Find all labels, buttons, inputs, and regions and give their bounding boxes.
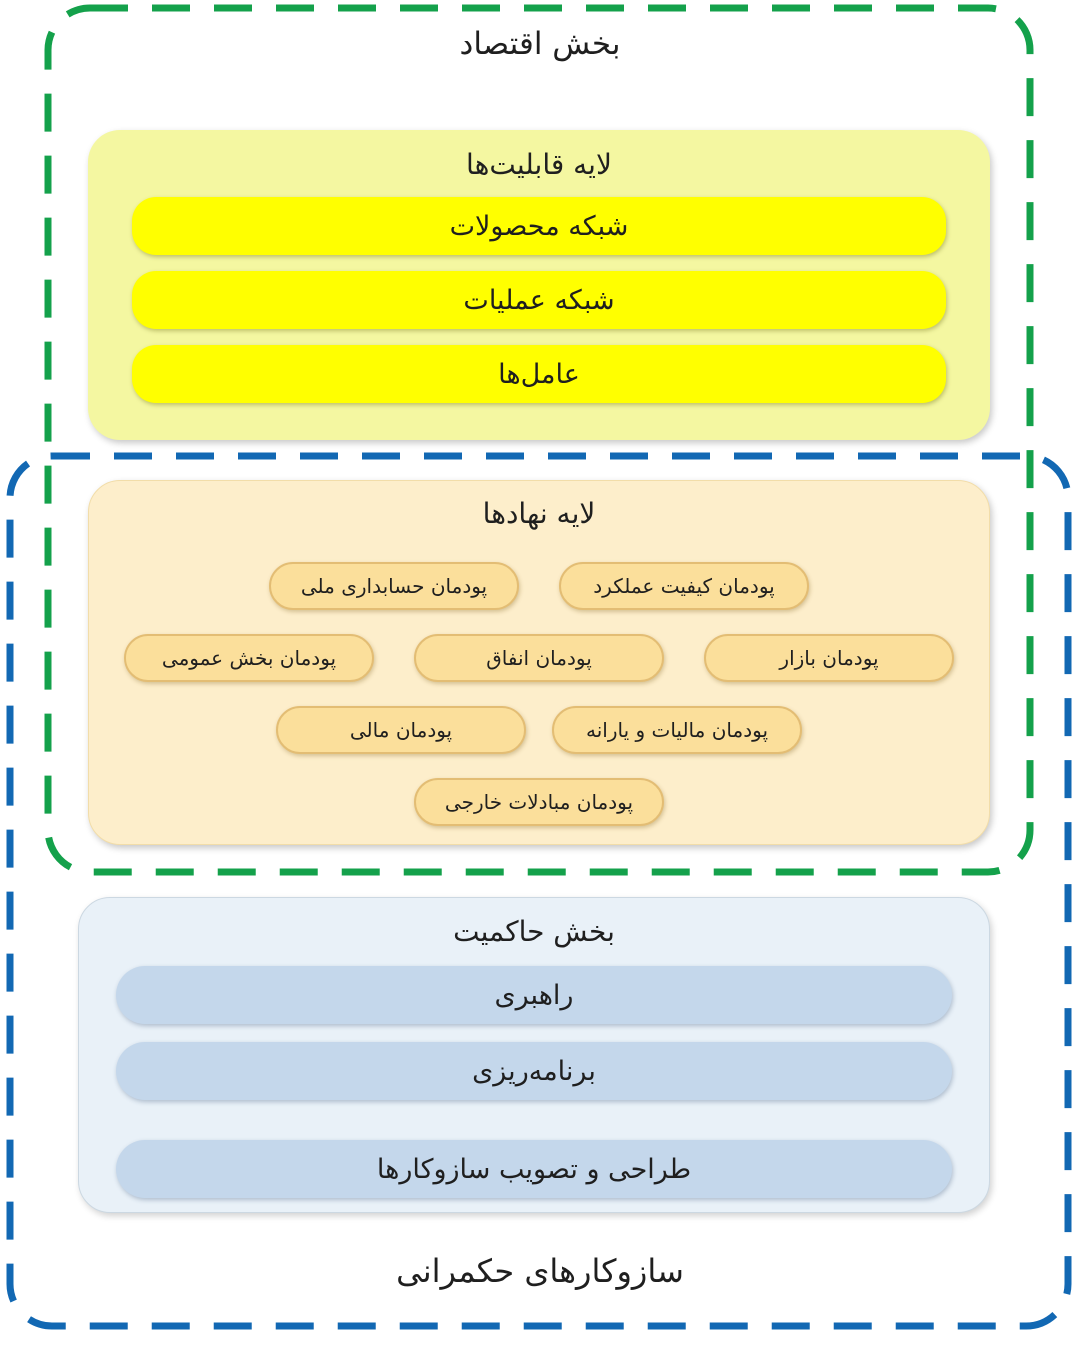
- capabilities-layer-box: [88, 130, 990, 440]
- governance-bar-steering: راهبری: [116, 966, 952, 1024]
- module-market: پودمان بازار: [704, 634, 954, 682]
- module-charity: پودمان انفاق: [414, 634, 664, 682]
- institutions-pill-row: [89, 634, 989, 682]
- institutions-pill-row: [89, 562, 989, 610]
- governance-sector-title: بخش حاکمیت: [453, 915, 615, 948]
- capability-bar-operations-network: شبکه عملیات: [132, 271, 946, 329]
- institutions-pill-row: [89, 778, 989, 826]
- institutions-layer-title: لایه نهادها: [482, 497, 596, 530]
- module-financial: پودمان مالی: [276, 706, 526, 754]
- governance-bar-mechanism-design: طراحی و تصویب سازوکارها: [116, 1140, 952, 1198]
- module-national-accounting: پودمان حسابداری ملی: [269, 562, 519, 610]
- module-foreign-exchange: پودمان مبادلات خارجی: [414, 778, 664, 826]
- capabilities-layer-title: لایه قابلیت‌ها: [466, 148, 612, 181]
- capability-bar-agents: عامل‌ها: [132, 345, 946, 403]
- institutions-layer-box: [88, 480, 990, 845]
- governance-bar-planning: برنامه‌ریزی: [116, 1042, 952, 1100]
- module-performance-quality: پودمان کیفیت عملکرد: [559, 562, 809, 610]
- institutions-pill-row: [89, 706, 989, 754]
- governance-mechanisms-label: سازوکارهای حکمرانی: [396, 1252, 684, 1290]
- module-public-sector: پودمان بخش عمومی: [124, 634, 374, 682]
- economy-sector-title: بخش اقتصاد: [459, 26, 621, 62]
- capability-bar-products-network: شبکه محصولات: [132, 197, 946, 255]
- governance-sector-box: [78, 897, 990, 1213]
- module-tax-and-subsidy: پودمان مالیات و یارانه: [552, 706, 802, 754]
